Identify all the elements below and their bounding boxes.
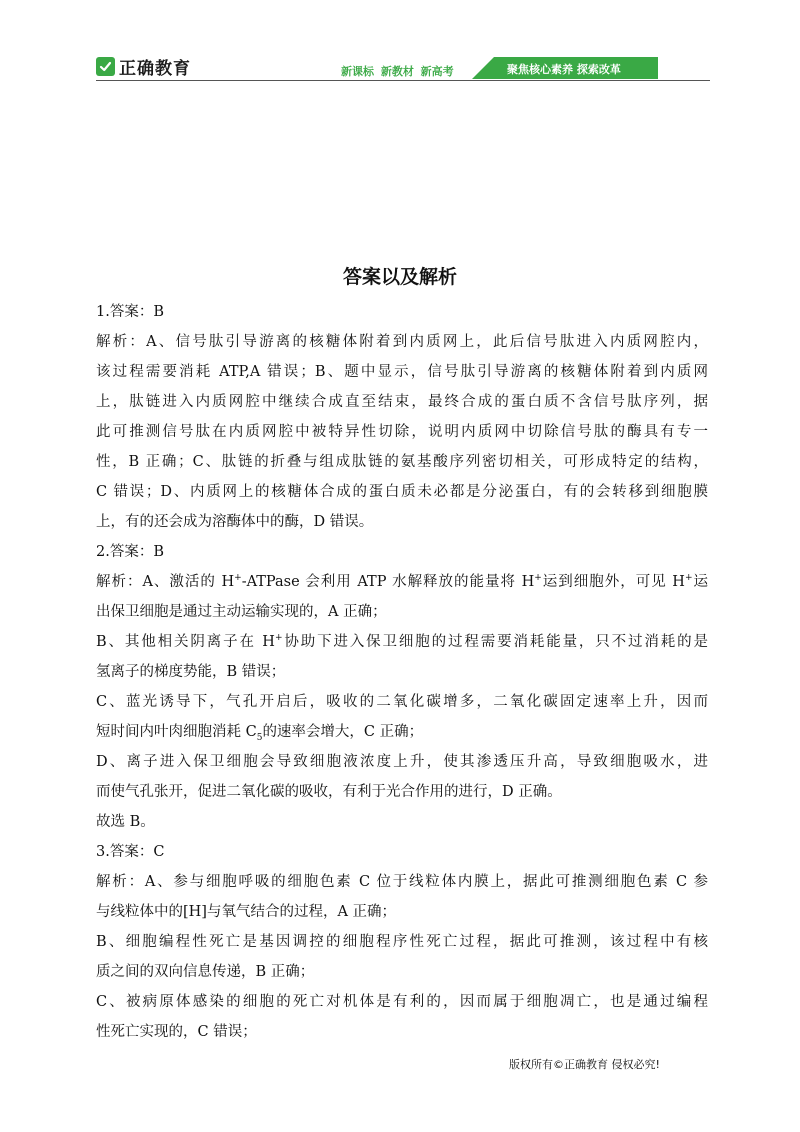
brand-logo xyxy=(96,54,191,79)
page-header xyxy=(0,0,800,82)
answer-line: 质之间的双向信息传递，B 正确； xyxy=(96,964,315,980)
text-segment: 协助下进入保卫细胞的过程需要消耗能量，只不过消耗的是 xyxy=(282,634,708,650)
answer-line: 氢离子的梯度势能，B 错误； xyxy=(96,664,286,680)
answer-line: 2.答案：B xyxy=(96,544,164,560)
logo-text: 正确教育 xyxy=(119,59,191,79)
answer-line: D、离子进入保卫细胞会导致细胞液浓度上升，使其渗透压升高，导致细胞吸水，进 xyxy=(96,754,708,770)
answer-line: 上，有的还会成为溶酶体中的酶，D 错误。 xyxy=(96,514,374,530)
text-segment: -ATPase 会利用 ATP 水解释放的能量将 H xyxy=(241,574,535,590)
answer-line: C、蓝光诱导下，气孔开启后，吸收的二氧化碳增多，二氧化碳固定速率上升，因而 xyxy=(96,694,708,710)
answer-line: 出保卫细胞是通过主动运输实现的，A 正确； xyxy=(96,604,387,620)
answer-line: 性，B 正确；C、肽链的折叠与组成肽链的氨基酸序列密切相关，可形成特定的结构， xyxy=(96,454,708,470)
answer-line: 此可推测信号肽在内质网腔中被特异性切除，说明内质网中切除信号肽的酶具有专一 xyxy=(96,424,708,440)
answer-line: 解析：A、参与细胞呼吸的细胞色素 C 位于线粒体内膜上，据此可推测细胞色素 C 参 xyxy=(96,874,709,890)
answer-line: 与线粒体中的[H]与氧气结合的过程，A 正确； xyxy=(96,904,397,920)
header-slogan-left: 新课标 新教材 新高考 xyxy=(341,65,454,78)
answer-line: B、细胞编程性死亡是基因调控的细胞程序性死亡过程，据此可推测，该过程中有核 xyxy=(96,934,708,950)
header-slogan-right: 聚焦核心素养 探索改革 xyxy=(507,63,621,76)
superscript: + xyxy=(684,573,693,584)
text-segment: 的速率会增大，C 正确； xyxy=(262,724,424,740)
answer-line: 故选 B。 xyxy=(96,814,155,830)
text-segment: 短时间内叶肉细胞消耗 C xyxy=(96,724,257,740)
subscript: 5 xyxy=(256,732,263,743)
answer-line: 上，肽链进入内质网腔中继续合成直至结束，最终合成的蛋白质不含信号肽序列，据 xyxy=(96,394,708,410)
banner-notch xyxy=(472,57,494,79)
copyright-footer: 版权所有©正确教育 侵权必究! xyxy=(509,1058,660,1071)
text-segment: B、其他相关阴离子在 H xyxy=(96,634,275,650)
answer-line: C、被病原体感染的细胞的死亡对机体是有利的，因而属于细胞凋亡，也是通过编程 xyxy=(96,994,708,1010)
header-divider xyxy=(96,80,710,81)
answer-line xyxy=(96,717,708,747)
superscript: + xyxy=(234,573,242,584)
answer-content xyxy=(96,297,708,1047)
answer-line: 性死亡实现的，C 错误； xyxy=(96,1024,257,1040)
answer-line xyxy=(96,567,708,597)
superscript: + xyxy=(274,633,283,644)
answer-line: 而使气孔张开，促进二氧化碳的吸收，有利于光合作用的进行，D 正确。 xyxy=(96,784,562,800)
answer-line: C 错误；D、内质网上的核糖体合成的蛋白质未必都是分泌蛋白，有的会转移到细胞膜 xyxy=(96,484,708,500)
superscript: + xyxy=(534,573,542,584)
answer-line: 该过程需要消耗 ATP,A 错误；B、题中显示，信号肽引导游离的核糖体附着到内质网 xyxy=(96,364,708,380)
text-segment: 解析：A、激活的 H xyxy=(96,574,235,590)
checkmark-icon xyxy=(96,57,115,76)
text-segment: 运 xyxy=(692,574,708,590)
answer-line: 1.答案：B xyxy=(96,304,164,320)
answer-line: 解析：A、信号肽引导游离的核糖体附着到内质网上，此后信号肽进入内质网腔内， xyxy=(96,334,708,350)
answer-line: 3.答案：C xyxy=(96,844,165,860)
document-title: 答案以及解析 xyxy=(342,266,457,288)
text-segment: 运到细胞外，可见 H xyxy=(541,574,685,590)
answer-line xyxy=(96,627,708,657)
